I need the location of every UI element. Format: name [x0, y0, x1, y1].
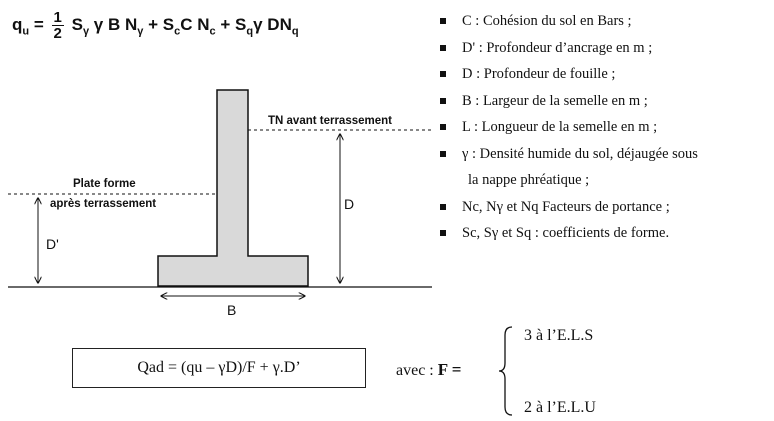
formula-lhs: $q_u$ [12, 14, 30, 38]
qad-formula-text: Qad = (qu – γD)/F + γ.D’ [137, 359, 301, 376]
legend-item-n-factors: Nc, Nγ et Nq Facteurs de portance ; [438, 194, 774, 221]
qad-formula-box [72, 348, 366, 388]
formula-fraction: $\frac{1}{2}$ [53, 9, 62, 42]
d-label: D [344, 196, 355, 212]
formula-term-1: $S_\gamma$ γ B $N_\gamma$ [71, 14, 144, 38]
formula-term-2: + $S_cC$ $N_c$ [148, 14, 216, 38]
legend-item-s-coefficients: Sc, Sγ et Sq : coefficients de forme. [438, 220, 774, 247]
tn-label: TN avant terrassement [268, 115, 392, 127]
d-prime-label: D' [46, 236, 59, 252]
legend-item-c: C : Cohésion du sol en Bars ; [438, 8, 774, 35]
f-equals-text: F = [437, 360, 462, 379]
legend-item-gamma: γ : Densité humide du sol, déjaugée sous [438, 141, 774, 168]
b-label: B [227, 302, 237, 318]
legend-item-d-prime: D' : Profondeur d’ancrage en m ; [438, 35, 774, 62]
platform-label-line-2: après terrassement [50, 198, 157, 210]
left-brace-icon [496, 325, 516, 417]
legend-item-gamma-continuation: la nappe phréatique ; [468, 172, 590, 188]
legend-item-d: D : Profondeur de fouille ; [438, 61, 774, 88]
avec-text: avec : [396, 362, 438, 379]
formula-equals: = [33, 14, 44, 34]
case-els: 3 à l’E.L.S [524, 327, 594, 344]
legend-item-l: L : Longueur de la semelle en m ; [438, 114, 774, 141]
legend-item-b: B : Largeur de la semelle en m ; [438, 88, 774, 115]
formula-term-3: + $S_q\gamma$ $DN_q$ [220, 14, 299, 38]
safety-factor-label [396, 360, 461, 380]
platform-label-line-1: Plate forme [73, 178, 136, 190]
case-elu: 2 à l’E.L.U [524, 399, 596, 416]
